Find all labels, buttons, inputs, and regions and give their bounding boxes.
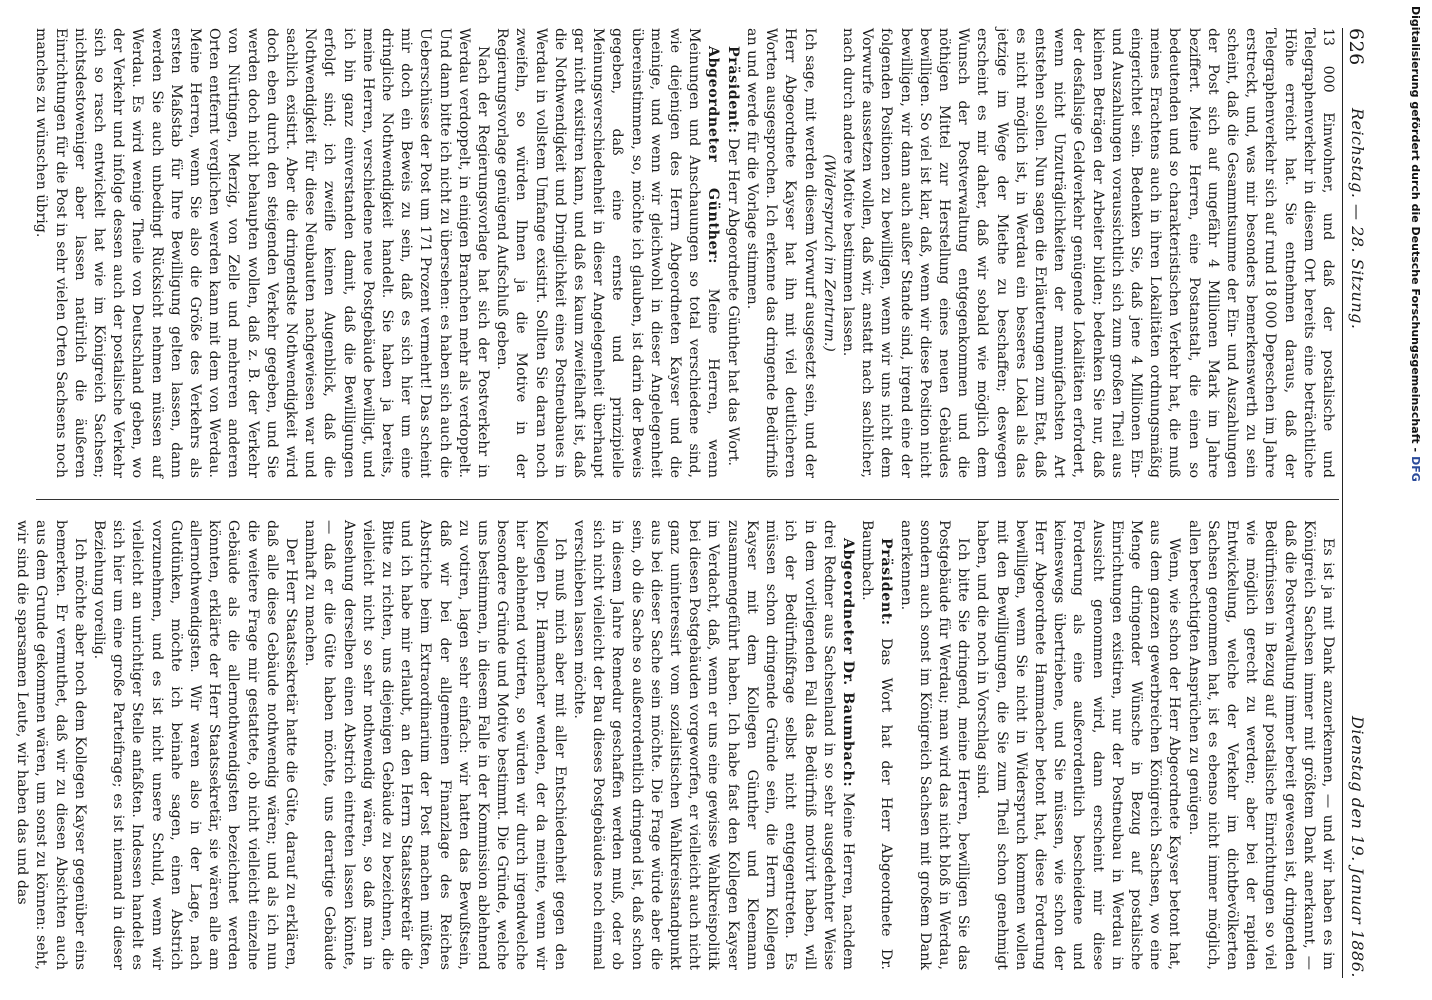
column-divider xyxy=(36,499,1339,500)
speaker-name: Präsident: xyxy=(878,538,895,626)
speech-paragraph xyxy=(857,520,895,970)
text-paragraph: Es ist ja mit Dank anzuerkennen, — und wir haben es im Königreich Sachsen immer mit größtem Dank anerkannt, — daß die Postverwaltung immer bereit gewesen ist, dringenden Bedürfnissen in Bezug auf postalische Einrichtungen so viel wie möglich gerecht zu werden; aber bei der rapiden Entwickelung, welche der Verkehr im dichtbevölkerten Sachsen genommen hat, ist es ebenso nicht immer möglich, allen berechtigten Ansprüchen zu genügen. xyxy=(1185,520,1336,970)
speaker-name: Präsident: xyxy=(724,46,741,134)
left-text-column xyxy=(34,28,1337,478)
interjection: (Widerspruch im Zentrum.) xyxy=(820,154,837,352)
text-paragraph: Nach der Regierungsvorlage hat sich der Postverkehr in Werdau verdoppelt, in einigen Branchen mehr als verdoppelt. Und dann bitte ich nicht zu übersehen: es haben sich auch die Ueberschüsse der Post um 171 Prozent vermehrt! Das scheint mir doch ein Beweis zu sein, daß es sich hier um eine dringliche Nothwendigkeit handelt. Sie haben ja bereits, meine Herren, verschiedene neue Postgebäude bewilligt, und ich bin ganz einverstanden damit, daß die Bewilligungen erfolgt sind; ich zweifle keinen Augenblick, daß die Nothwendigkeit für diese Neubauten nachgewiesen war und sachlich existirt. Aber die dringendste Nothwendigkeit wird doch eben durch den steigenden Verkehr gegeben, und Sie werden doch nicht behaupten wollen, daß z. B. der Verkehr von Nürtingen, Merzig, von Zelle und mehreren anderen Orten entfernt verglichen werden kann mit dem von Werdau. Meine Herren, wenn Sie also die Größe des Verkehrs als ersten Maßstab für Ihre Bewilligung gelten lassen, dann werden Sie auch unbedingt Rücksicht nehmen müssen auf Werdau. Es wird wenige Theile von Deutschland geben, wo der Verkehr und infolge dessen auch der postalische Verkehr sich so rasch entwickelt hat wie im Königreich Sachsen; nichtsdestoweniger aber lassen natürlich die äußeren Einrichtungen für die Post in sehr vielen Orten Sachsens noch manches zu wünschen übrig. xyxy=(33,28,492,478)
speech-text: Das Wort hat der Herr Abgeordnete Dr. Baumbach. xyxy=(859,520,895,971)
speech-text: Meine Herren, wenn Meinungen und Anschauungen so total verschiedene sind, wie diejenigen des Herrn Abgeordneten Kayser und die meinige, und wenn wir gleichwohl in dieser Angelegenheit übereinstimmen, so, möchte ich glauben, ist darin der Beweis gegeben, daß eine ernste und prinzipielle Meinungsverschiedenheit in dieser Angelegenheit überhaupt gar nicht existiren kann, und daß es kaum zweifelhaft ist, daß die Nothwendigkeit und Dringlichkeit eines Postneubaues in Werdau in vollstem Umfange existirt. Sollten Sie daran noch zweifeln, so würden Ihnen ja die Motive in der Regierungsvorlage genügend Aufschluß geben. xyxy=(494,28,722,478)
dfg-logo: DFG xyxy=(1409,456,1422,482)
speech-text: Der Herr Abgeordnete Günther hat das Wort. xyxy=(724,138,741,466)
page-number: 626 xyxy=(1345,28,1367,66)
text-paragraph: Ich sage, mit werden diesem Vorwurf ausgesetzt sein, und der Herr Abgeordnete Kayser hat ihn mit viel deutlicheren Worten ausgesprochen. Ich erkenne das dringende Bedürfniß an und werde für die Vorlage stimmen. xyxy=(743,28,818,478)
speaker-name: Abgeordneter Günther: xyxy=(705,46,722,265)
right-text-column xyxy=(14,520,1337,971)
digitization-credit: Digitalisierung gefördert durch die Deutsche Forschungsgemeinschaft - xyxy=(1409,6,1422,453)
speech-paragraph xyxy=(569,520,857,970)
text-paragraph: Ich möchte aber noch dem Kollegen Kayser gegenüber eins bemerken. Er vermuthet, daß wir zu diesen Absichten auch aus dem Grunde gekommen wären, um sonst zu können: seht, wir sind die sparsamen Leute, wir haben das und das xyxy=(14,520,88,970)
speech-text: Meine Herren, nachdem drei Redner aus Sachsenland in so sehr ausgedehnter Weise in dem vorliegenden Fall das Bedürfniß motivirt haben, will ich der Bedürfnißfrage selbst nicht entgegentreten. Es müssen schon dringende Gründe sein, die Herrn Kollegen Kayser mit dem Kollegen Günther und Kleemann zusammengeführt haben. Ich habe fast den Kollegen Kayser im Verdacht, daß, wenn er uns eine gewisse Wahlkreispolitik bei diesen Postgebäuden vorgeworfen, er vielleicht auch nicht ganz uninteressirt vom sozialistischen Wahlkreisstandpunkt aus bei dieser Sache sein möchte. Die Frage würde aber die sein, ob die Sache so außerordentlich dringend ist, daß schon in diesem Jahre Remedur geschaffen werden muß, oder ob sich nicht vielleicht der Bau dieses Postgebäudes noch einmal verschieben lassen möchte. xyxy=(571,520,856,971)
speech-paragraph xyxy=(492,28,722,478)
text-paragraph: Der Herr Staatssekretär hatte die Güte, darauf zu erklären, daß alle diese Gebäude nothwendig wären; und als ich nun die weitere Frage mir gestattete, ob nicht vielleicht einzelne Gebäude als die allernothwendigsten bezeichnet werden könnten, erklärte der Herr Staatssekretär, sie wären alle am allernothwendigsten. Wir waren also in der Lage, nach Gutdünken, möchte ich beinahe sagen, einen Abstrich vorzunehmen, und es ist nicht unsere Schuld, wenn wir vielleicht an unrichtiger Stelle anfaßten. Indessen handelt es sich hier um eine große Parteifrage; es ist niemand in dieser Beziehung voreilig. xyxy=(91,520,300,970)
running-title-left: Reichstag. — 28. Sitzung. xyxy=(1348,108,1367,330)
speaker-name: Abgeordneter Dr. Baumbach: xyxy=(839,538,856,788)
speech-paragraph xyxy=(723,28,742,478)
text-paragraph: Wenn, wie schon der Herr Abgeordnete Kayser betont hat, aus dem ganzen gewerbreichen Königreich Sachsen, wo eine Menge dringender Wünsche in Bezug auf postalische Einrichtungen existiren, nur der Postneubau in Werdau in Aussicht genommen wird, dann erscheint mir diese Forderung als eine außerordentlich bescheidene und keineswegs übertriebene, und Sie müssen, wie schon der Herr Abgeordnete Hammacher betont hat, diese Forderung bewilligen, wenn Sie nicht in Widerspruch kommen wollen mit den Bewilligungen, die Sie zum Theil schon genehmigt haben, und die noch in Vorschlag sind. xyxy=(974,520,1183,970)
text-paragraph: Ich muß mich aber mit aller Entschiedenheit gegen den Kollegen Dr. Hammacher wenden, der da meinte, wenn wir hier ablehnend votirten, so würden wir durch irgendwelche besondere Gründe und Motive bestimmt. Die Gründe, welche uns bestimmen, in diesem Falle in der Kommission ablehnend zu votiren, lagen sehr einfach: wir hatten das Bewußtsein, daß wir bei der allgemeinen Finanzlage des Reiches Abstriche beim Extraordinarium der Post machen müßten, und ich habe mir erlaubt, an den Herrn Staatssekretär die Bitte zu richten, uns diejenigen Gebäude zu bezeichnen, die vielleicht nicht so sehr nothwendig wären, so daß man in Ansehung derselben einen Abstrich eintreten lassen könnte, — daß er die Güte haben möchte, uns derartige Gebäude namhaft zu machen. xyxy=(302,520,568,970)
page-header xyxy=(1342,28,1371,978)
digitization-note xyxy=(1403,6,1427,586)
running-title-right: Dienstag den 19. Januar 1886. xyxy=(1348,716,1367,978)
text-paragraph: 13 000 Einwohner, und daß der postalische und Telegraphenverkehr in diesem Ort bereits eine beträchtliche Höhe erreicht hat. Sie entnehmen daraus, daß der Telegraphenverkehr sich auf rund 18 000 Depeschen im Jahre erstreckt, und, was mir besonders bemerkenswerth zu sein scheint, daß die Gesammtsumme der Ein- und Auszahlungen der Post sich auf ungefähr 4 Millionen Mark im Jahre beziffert. Meine Herren, eine Postanstalt, die einen so bedeutenden und so charakteristischen Verkehr hat, die muß meines Erachtens auch in ihren Lokalitäten ordnungsmäßig eingerichtet sein. Bedenken Sie, daß jene 4 Millionen Ein- und Auszahlungen voraussichtlich sich zum großen Theil aus kleinen Beträgen der Arbeiter bilden; bedenken Sie nur, daß der desfallsige Geldverkehr genügende Lokalitäten erfordert, wenn nicht Unzuträglichkeiten der mannigfachsten Art entstehen sollen. Nun sagen die Erläuterungen zum Etat, daß es nicht möglich ist, in Werdau ein besseres Lokal als das jetzige im Wege der Miethe zu beschaffen; deswegen erscheint es mir daher, daß wir sobald wie möglich dem Wunsch der Postverwaltung entgegenkommen und die nöthigen Mittel zur Herstellung eines neuen Gebäudes bewilligen. So viel ist klar, daß, wenn wir diese Position nicht bewilligen, wir dann auch außer Stande sind, irgend eine der folgenden Positionen zu bewilligen, wenn wir uns nicht dem Vorwurfe aussetzen wollen, daß wir, anstatt nach sachlicher, nach durch andere Motive bestimmen lassen. xyxy=(839,28,1336,478)
text-paragraph: Ich bitte Sie dringend, meine Herren, bewilligen Sie das Postgebäude für Werdau; man wird das nicht bloß in Werdau, sondern auch sonst im Königreich Sachsen mit großem Dank anerkennen. xyxy=(897,520,972,970)
